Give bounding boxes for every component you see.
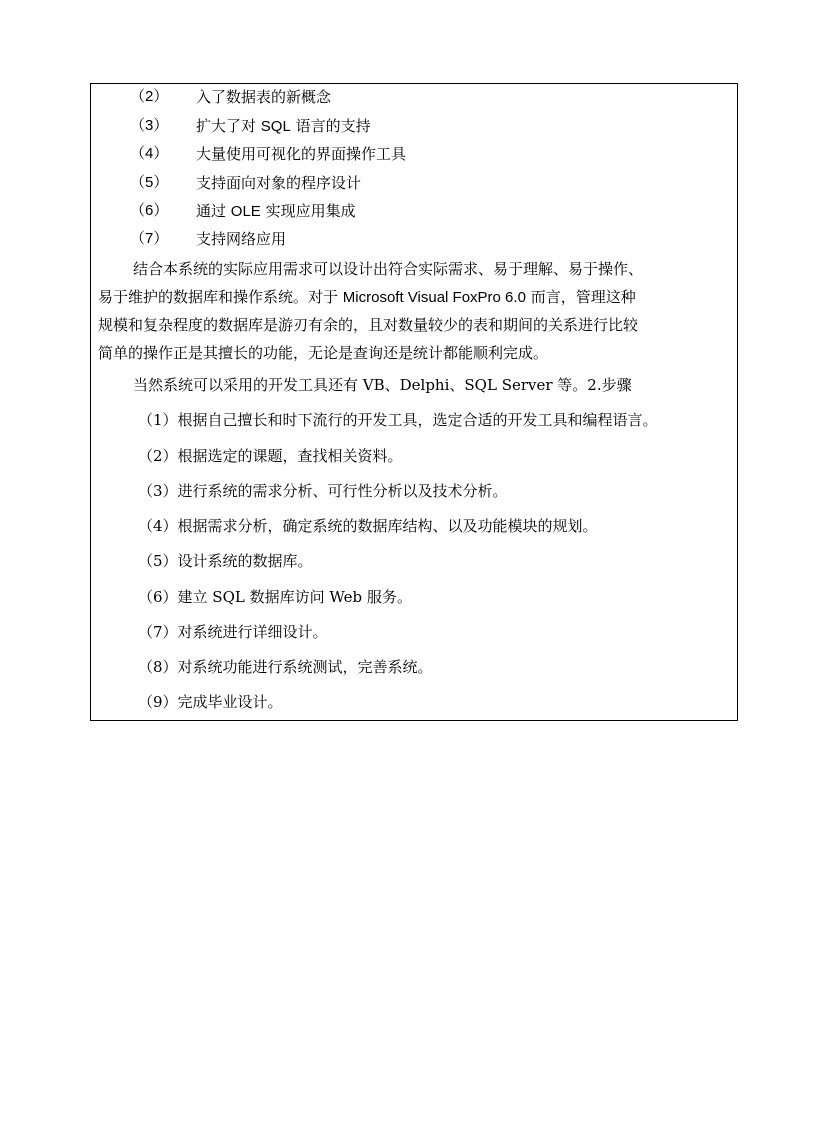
list-item-text: 大量使用可视化的界面操作工具 — [196, 145, 407, 163]
step-item: （4）根据需求分析，确定系统的数据库结构、以及功能模块的规划。 — [138, 517, 598, 535]
list-item-text — [196, 202, 356, 221]
list-item-text-latin: OLE — [230, 203, 261, 220]
tools-paragraph: 当然系统可以采用的开发工具还有 VB、Delphi、SQL Server 等。2.步骤 — [133, 376, 632, 394]
paragraph-text: 而言，管理这种 — [525, 288, 636, 306]
list-item-text: 入了数据表的新概念 — [196, 88, 332, 106]
paragraph-line: 简单的操作正是其擅长的功能，无论是查询还是统计都能顺利完成。 — [98, 344, 549, 362]
step-item: （2）根据选定的课题，查找相关资料。 — [138, 447, 403, 465]
list-item-number: （2） — [130, 88, 169, 105]
step-item: （7）对系统进行详细设计。 — [138, 623, 328, 641]
list-item-text-part: 通过 — [196, 202, 231, 220]
step-item: （5）设计系统的数据库。 — [138, 552, 313, 570]
paragraph-text: 易于维护的数据库和操作系统。对于 — [98, 288, 343, 306]
list-item-number: （6） — [130, 202, 169, 219]
list-item-text — [196, 117, 371, 136]
step-item: （9）完成毕业设计。 — [138, 693, 283, 711]
list-item-number: （7） — [130, 230, 169, 247]
paragraph-line: 结合本系统的实际应用需求可以设计出符合实际需求、易于理解、易于操作、 — [133, 260, 644, 278]
step-item: （3）进行系统的需求分析、可行性分析以及技术分析。 — [138, 482, 508, 500]
list-item-text: 支持面向对象的程序设计 — [196, 174, 362, 192]
list-item-number: （3） — [130, 117, 169, 134]
step-item: （6）建立 SQL 数据库访问 Web 服务。 — [138, 588, 412, 606]
product-name: Microsoft Visual FoxPro 6.0 — [342, 289, 526, 306]
list-item-text-part: 语言的支持 — [290, 117, 371, 135]
paragraph-line — [98, 288, 636, 307]
step-item: （8）对系统功能进行系统测试，完善系统。 — [138, 658, 433, 676]
list-item-number: （4） — [130, 145, 169, 162]
list-item-text-part: 扩大了对 — [196, 117, 261, 135]
list-item-number: （5） — [130, 174, 169, 191]
paragraph-line: 规模和复杂程度的数据库是游刃有余的，且对数量较少的表和期间的关系进行比较 — [98, 316, 639, 334]
step-item: （1）根据自己擅长和时下流行的开发工具，选定合适的开发工具和编程语言。 — [138, 411, 658, 429]
list-item-text-latin: SQL — [260, 118, 291, 135]
list-item-text: 支持网络应用 — [196, 230, 287, 248]
list-item-text-part: 实现应用集成 — [260, 202, 356, 220]
